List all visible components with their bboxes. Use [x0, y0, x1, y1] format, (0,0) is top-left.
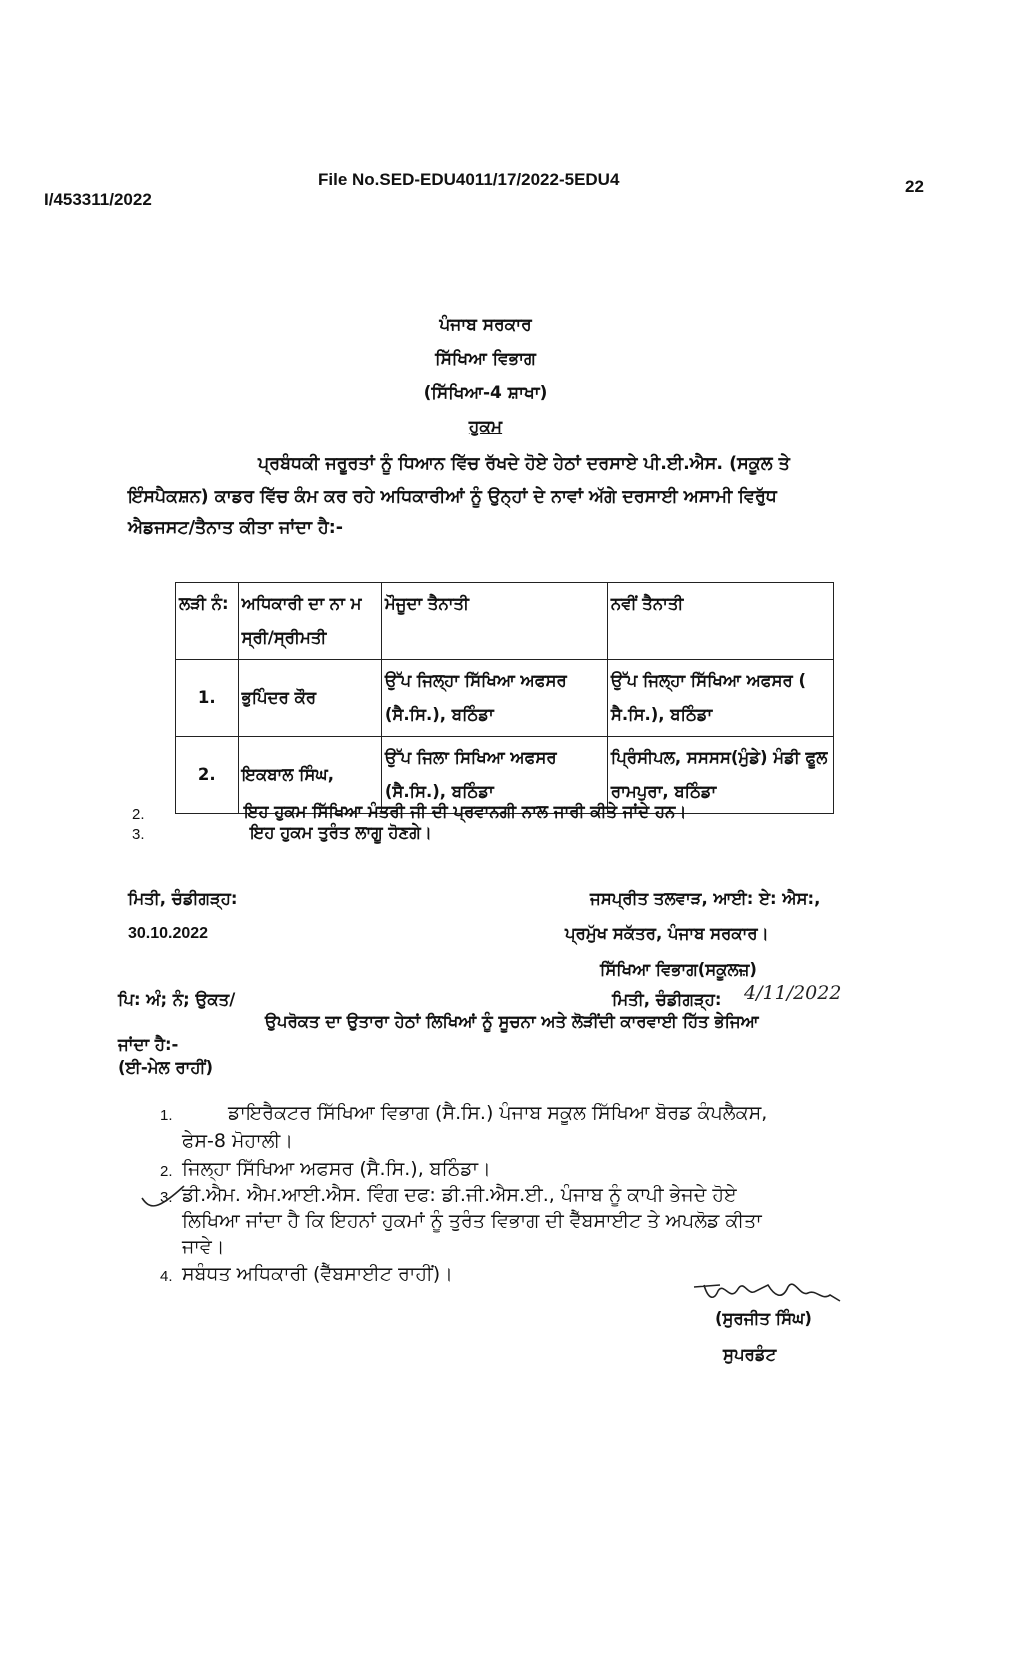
row-1-serial: 1. — [176, 660, 239, 737]
intro-line-1: ਪ੍ਰਬੰਧਕੀ ਜਰੂਰਤਾਂ ਨੂੰ ਧਿਆਨ ਵਿੱਚ ਰੱਖਦੇ ਹੋਏ ਹੇਠਾਂ ਦਰਸਾਏ ਪੀ.ਈ.ਐਸ. (ਸਕੂਲ ਤੇ — [258, 454, 790, 474]
officer-name: ਜਸਪ੍ਰੀਤ ਤਲਵਾੜ, ਆਈ: ਏ: ਐਸ:, — [590, 889, 821, 908]
intro-line-3: ਐਡਜਸਟ/ਤੈਨਾਤ ਕੀਤਾ ਜਾਂਦਾ ਹੈ:- — [128, 518, 344, 538]
recipient-2-line-1: ਜਿਲ੍ਹਾ ਸਿੱਖਿਆ ਅਫਸਰ (ਸੈ.ਸਿ.), ਬਠਿੰਡਾ। — [182, 1158, 491, 1180]
row-2-serial: 2. — [176, 737, 239, 814]
handwritten-tick-icon — [138, 1180, 188, 1216]
endorsement-department: ਸਿੱਖਿਆ ਵਿਭਾਗ(ਸਕੂਲਜ਼) — [600, 960, 757, 979]
intro-line-2: ਇੰਸਪੈਕਸ਼ਨ) ਕਾਡਰ ਵਿੱਚ ਕੰਮ ਕਰ ਰਹੇ ਅਧਿਕਾਰੀਆਂ ਨੂੰ ਉਨ੍ਹਾਂ ਦੇ ਨਾਵਾਂ ਅੱਗੇ ਦਰਸਾਈ ਅਸਾਮੀ ਵਿਰੁੱਧ — [128, 487, 777, 507]
header-new-posting: ਨਵੀਂ ਤੈਨਾਤੀ — [607, 583, 833, 660]
clause-2-text: ਇਹ ਹੁਕਮ ਸਿੱਖਿਆ ਮੰਤਰੀ ਜੀ ਦੀ ਪ੍ਰਵਾਨਗੀ ਨਾਲ ਜਾਰੀ ਕੀਤੇ ਜਾਂਦੇ ਹਨ। — [244, 802, 687, 821]
row-2-new-posting: ਪ੍ਰਿੰਸੀਪਲ, ਸਸਸਸ(ਮੁੰਡੇ) ਮੰਡੀ ਫੂਲ ਰਾਮਪੁਰਾ, ਬਠਿੰਡਾ — [607, 737, 833, 814]
branch-title: (ਸਿੱਖਿਆ-4 ਸ਼ਾਖਾ) — [423, 383, 548, 403]
recipient-3-line-1: ਡੀ.ਐਮ. ਐਮ.ਆਈ.ਐਸ. ਵਿੰਗ ਦਫ: ਡੀ.ਜੀ.ਐਸ.ਈ., ਪੰਜਾਬ ਨੂੰ ਕਾਪੀ ਭੇਜਦੇ ਹੋਏ — [182, 1184, 737, 1206]
row-2-name: ਇਕਬਾਲ ਸਿੰਘ, — [238, 737, 381, 814]
government-title: ਪੰਜਾਬ ਸਰਕਾਰ — [439, 315, 532, 335]
recipient-4-line-1: ਸਬੰਧਤ ਅਧਿਕਾਰੀ (ਵੈੱਬਸਾਈਟ ਰਾਹੀਂ)। — [182, 1263, 453, 1285]
table-row — [176, 660, 834, 737]
endorsement-line-1: ਉਪਰੋਕਤ ਦਾ ਉਤਾਰਾ ਹੇਠਾਂ ਲਿਖਿਆਂ ਨੂੰ ਸੂਚਨਾ ਅਤੇ ਲੋੜੀਂਦੀ ਕਾਰਵਾਈ ਹਿੱਤ ਭੇਜਿਆ — [265, 1012, 759, 1031]
recipient-3-number: 3. — [160, 1189, 173, 1206]
row-1-current-posting: ਉੱਪ ਜਿਲ੍ਹਾ ਸਿੱਖਿਆ ਅਫਸਰ (ਸੈ.ਸਿ.), ਬਠਿੰਡਾ — [381, 660, 607, 737]
receipt-number: I/453311/2022 — [44, 190, 152, 209]
place-label: ਮਿਤੀ, ਚੰਡੀਗੜ੍ਹ: — [128, 889, 238, 908]
endorsement-date-label: ਮਿਤੀ, ਚੰਡੀਗੜ੍ਹ: — [612, 990, 722, 1009]
page-number: 22 — [905, 177, 924, 196]
department-title: ਸਿੱਖਿਆ ਵਿਭਾਗ — [435, 349, 536, 369]
row-1-name: ਭੁਪਿੰਦਰ ਕੌਰ — [238, 660, 381, 737]
clause-2-number: 2. — [132, 806, 145, 823]
recipient-1-number: 1. — [160, 1107, 173, 1124]
recipient-2-number: 2. — [160, 1163, 173, 1180]
recipient-1-line-2: ਫੇਸ-8 ਮੋਹਾਲੀ। — [182, 1130, 294, 1152]
recipient-4-number: 4. — [160, 1268, 173, 1285]
endorsement-line-2: ਜਾਂਦਾ ਹੈ:- — [118, 1035, 179, 1054]
recipient-1-line-1: ਡਾਇਰੈਕਟਰ ਸਿੱਖਿਆ ਵਿਭਾਗ (ਸੈ.ਸਿ.) ਪੰਜਾਬ ਸਕੂਲ ਸਿੱਖਿਆ ਬੋਰਡ ਕੰਪਲੈਕਸ, — [228, 1102, 768, 1124]
order-heading: ਹੁਕਮ — [468, 417, 503, 437]
row-2-current-posting: ਉੱਪ ਜਿਲਾ ਸਿਖਿਆ ਅਫਸਰ (ਸੈ.ਸਿ.), ਬਠਿੰਡਾ — [381, 737, 607, 814]
order-date: 30.10.2022 — [128, 925, 209, 942]
clause-3-text: ਇਹ ਹੁਕਮ ਤੁਰੰਤ ਲਾਗੂ ਹੋਣਗੇ। — [250, 823, 432, 842]
posting-table — [175, 582, 834, 814]
file-number: File No.SED-EDU4011/17/2022-5EDU4 — [318, 170, 620, 189]
endorsement-reference: ਪਿ: ਅੰ; ਨੰ; ਉਕਤ/ — [118, 990, 236, 1009]
clause-3-number: 3. — [132, 826, 145, 843]
signatory-name: (ਸੁਰਜੀਤ ਸਿੰਘ) — [715, 1309, 812, 1328]
recipient-3-line-3: ਜਾਵੇ। — [182, 1236, 225, 1258]
email-note: (ਈ-ਮੇਲ ਰਾਹੀਂ) — [118, 1058, 214, 1077]
signatory-designation: ਸੁਪਰਡੰਟ — [723, 1345, 777, 1364]
header-serial: ਲੜੀ ਨੰ: — [176, 583, 239, 660]
officer-designation: ਪ੍ਰਮੁੱਖ ਸਕੱਤਰ, ਪੰਜਾਬ ਸਰਕਾਰ। — [565, 924, 769, 943]
table-header-row — [176, 583, 834, 660]
header-current-posting: ਮੌਜੂਦਾ ਤੈਨਾਤੀ — [381, 583, 607, 660]
handwritten-date: 4/11/2022 — [744, 982, 842, 1004]
row-1-new-posting: ਉੱਪ ਜਿਲ੍ਹਾ ਸਿੱਖਿਆ ਅਫਸਰ ( ਸੈ.ਸਿ.), ਬਠਿੰਡਾ — [607, 660, 833, 737]
recipient-3-line-2: ਲਿਖਿਆ ਜਾਂਦਾ ਹੈ ਕਿ ਇਹਨਾਂ ਹੁਕਮਾਂ ਨੂੰ ਤੁਰੰਤ ਵਿਭਾਗ ਦੀ ਵੈੱਬਸਾਈਟ ਤੇ ਅਪਲੋਡ ਕੀਤਾ — [182, 1210, 762, 1232]
header-officer-name: ਅਧਿਕਾਰੀ ਦਾ ਨਾ ਮ ਸ੍ਰੀ/ਸ੍ਰੀਮਤੀ — [238, 583, 381, 660]
